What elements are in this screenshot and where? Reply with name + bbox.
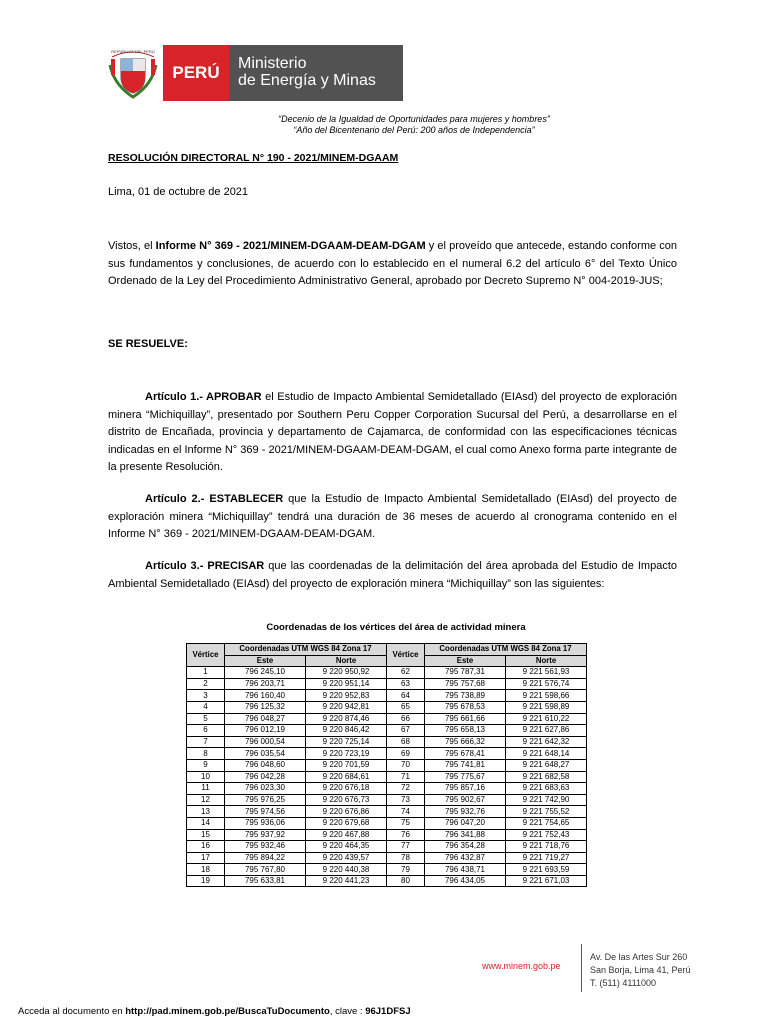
este-cell: 796 354,28 <box>425 841 506 853</box>
vertex-cell: 71 <box>387 771 425 783</box>
este-cell: 796 341,88 <box>425 829 506 841</box>
logo-text: REPÚBLICA DEL PERÚ <box>111 49 155 54</box>
vertex-cell: 79 <box>387 864 425 876</box>
table-row <box>187 667 587 679</box>
vistos-rest: y el proveído que antecede, estando conforme con sus fundamentos y conclusiones, de acuerdo con lo establecido en el numeral 6.2 del artículo 6° del Texto Único Ordenado de la Ley del Procedimiento Administrativo General, aprobado por Decreto Supremo N° 004-2019-JUS; <box>108 240 677 287</box>
este-cell: 796 125,32 <box>225 701 306 713</box>
vertex-cell: 9 <box>187 759 225 771</box>
vertex-cell: 76 <box>387 829 425 841</box>
article-3 <box>108 558 677 593</box>
norte-header: Norte <box>506 655 587 667</box>
este-cell: 795 932,76 <box>425 806 506 818</box>
norte-cell: 9 220 846,42 <box>306 725 387 737</box>
vistos-report: Informe N° 369 - 2021/MINEM-DGAAM-DEAM-DGAM <box>155 240 426 252</box>
utm-group-header: Coordenadas UTM WGS 84 Zona 17 <box>225 644 387 656</box>
brand-country: PERÚ <box>163 45 229 101</box>
este-cell: 795 787,31 <box>425 667 506 679</box>
se-resuelve: SE RESUELVE: <box>108 338 188 350</box>
article-3-label: Artículo 3.- PRECISAR <box>145 560 265 572</box>
vertex-cell: 10 <box>187 771 225 783</box>
vertex-cell: 75 <box>387 817 425 829</box>
article-1 <box>108 389 677 477</box>
table-row <box>187 864 587 876</box>
article-3-text: que las coordenadas de la delimitación del área aprobada del Estudio de Impacto Ambiental Semidetallado (EIAsd) del proyecto de exploración minera “Michiquillay” son las siguientes: <box>108 560 677 590</box>
este-cell: 795 974,56 <box>225 806 306 818</box>
table-row <box>187 736 587 748</box>
article-1-label: Artículo 1.- APROBAR <box>145 391 262 403</box>
access-note <box>18 1006 411 1017</box>
vertex-cell: 69 <box>387 748 425 760</box>
este-cell: 796 245,10 <box>225 667 306 679</box>
norte-cell: 9 220 951,14 <box>306 678 387 690</box>
este-cell: 795 678,53 <box>425 701 506 713</box>
table-row <box>187 829 587 841</box>
vertex-cell: 77 <box>387 841 425 853</box>
vertex-cell: 11 <box>187 783 225 795</box>
este-cell: 795 976,25 <box>225 794 306 806</box>
footer-phone: T. (511) 4111000 <box>590 978 657 988</box>
este-header: Este <box>425 655 506 667</box>
vertex-cell: 19 <box>187 875 225 887</box>
norte-cell: 9 221 755,52 <box>506 806 587 818</box>
norte-cell: 9 220 952,83 <box>306 690 387 702</box>
ministry-line-1: Ministerio <box>238 55 307 72</box>
access-prefix: Acceda al documento en <box>18 1006 126 1017</box>
norte-cell: 9 221 693,59 <box>506 864 587 876</box>
article-2 <box>108 491 677 544</box>
este-cell: 795 932,46 <box>225 841 306 853</box>
table-title: Coordenadas de los vértices del área de actividad minera <box>266 622 526 633</box>
este-cell: 796 048,60 <box>225 759 306 771</box>
footer-divider <box>581 944 582 992</box>
vertex-cell: 16 <box>187 841 225 853</box>
vertex-cell: 66 <box>387 713 425 725</box>
table-row <box>187 678 587 690</box>
table-row <box>187 725 587 737</box>
este-cell: 796 434,05 <box>425 875 506 887</box>
table-row <box>187 806 587 818</box>
footer-website-link[interactable]: www.minem.gob.pe <box>482 961 561 971</box>
norte-cell: 9 221 754,65 <box>506 817 587 829</box>
table-row <box>187 713 587 725</box>
norte-cell: 9 221 752,43 <box>506 829 587 841</box>
este-cell: 796 048,27 <box>225 713 306 725</box>
coordinates-table <box>186 643 587 887</box>
vertex-cell: 64 <box>387 690 425 702</box>
vertex-cell: 80 <box>387 875 425 887</box>
este-cell: 796 000,54 <box>225 736 306 748</box>
norte-cell: 9 221 627,86 <box>506 725 587 737</box>
table-row <box>187 794 587 806</box>
este-header: Este <box>225 655 306 667</box>
norte-header: Norte <box>306 655 387 667</box>
norte-cell: 9 220 676,73 <box>306 794 387 806</box>
vertex-cell: 78 <box>387 852 425 864</box>
article-2-label: Artículo 2.- ESTABLECER <box>145 493 284 505</box>
vertex-cell: 18 <box>187 864 225 876</box>
norte-cell: 9 220 676,18 <box>306 783 387 795</box>
este-cell: 795 902,67 <box>425 794 506 806</box>
table-row <box>187 748 587 760</box>
utm-group-header: Coordenadas UTM WGS 84 Zona 17 <box>425 644 587 656</box>
norte-cell: 9 220 684,61 <box>306 771 387 783</box>
norte-cell: 9 220 679,68 <box>306 817 387 829</box>
este-cell: 795 678,41 <box>425 748 506 760</box>
vertex-cell: 72 <box>387 783 425 795</box>
table-row <box>187 701 587 713</box>
footer-address <box>590 951 691 990</box>
vertex-cell: 15 <box>187 829 225 841</box>
norte-cell: 9 220 464,35 <box>306 841 387 853</box>
vertex-cell: 63 <box>387 678 425 690</box>
norte-cell: 9 221 718,76 <box>506 841 587 853</box>
decade-line-1: “Decenio de la Igualdad de Oportunidades para mujeres y hombres” <box>278 114 550 124</box>
vertex-cell: 5 <box>187 713 225 725</box>
norte-cell: 9 221 648,27 <box>506 759 587 771</box>
vertex-cell: 2 <box>187 678 225 690</box>
vertex-cell: 12 <box>187 794 225 806</box>
este-cell: 796 203,71 <box>225 678 306 690</box>
este-cell: 796 438,71 <box>425 864 506 876</box>
norte-cell: 9 221 642,32 <box>506 736 587 748</box>
este-cell: 796 035,54 <box>225 748 306 760</box>
este-cell: 795 857,16 <box>425 783 506 795</box>
este-cell: 795 936,06 <box>225 817 306 829</box>
este-cell: 795 666,32 <box>425 736 506 748</box>
table-row <box>187 852 587 864</box>
table-row <box>187 875 587 887</box>
norte-cell: 9 220 942,81 <box>306 701 387 713</box>
footer-address-line-2: San Borja, Lima 41, Perú <box>590 965 691 975</box>
este-cell: 796 047,20 <box>425 817 506 829</box>
vertex-cell: 62 <box>387 667 425 679</box>
norte-cell: 9 220 701,59 <box>306 759 387 771</box>
resolution-title: RESOLUCIÓN DIRECTORAL N° 190 - 2021/MINEM-DGAAM <box>108 152 399 164</box>
ministry-header <box>163 45 403 101</box>
norte-cell: 9 221 682,58 <box>506 771 587 783</box>
este-cell: 796 160,40 <box>225 690 306 702</box>
este-cell: 795 661,66 <box>425 713 506 725</box>
vertex-cell: 13 <box>187 806 225 818</box>
access-link[interactable]: http://pad.minem.gob.pe/BuscaTuDocumento <box>125 1006 330 1017</box>
este-cell: 796 432,87 <box>425 852 506 864</box>
vertex-cell: 65 <box>387 701 425 713</box>
access-middle: , clave : <box>329 1006 366 1017</box>
decade-lines <box>0 114 768 136</box>
norte-cell: 9 220 723,19 <box>306 748 387 760</box>
table-row <box>187 690 587 702</box>
este-cell: 795 767,80 <box>225 864 306 876</box>
ministry-line-2: de Energía y Minas <box>238 72 376 89</box>
vertex-cell: 3 <box>187 690 225 702</box>
vertex-cell: 17 <box>187 852 225 864</box>
access-key: 96J1DFSJ <box>365 1006 411 1017</box>
este-cell: 795 658,13 <box>425 725 506 737</box>
norte-cell: 9 221 576,74 <box>506 678 587 690</box>
vertex-cell: 4 <box>187 701 225 713</box>
este-cell: 795 937,92 <box>225 829 306 841</box>
table-row <box>187 783 587 795</box>
table-row <box>187 817 587 829</box>
norte-cell: 9 221 671,03 <box>506 875 587 887</box>
norte-cell: 9 220 676,86 <box>306 806 387 818</box>
table-row <box>187 759 587 771</box>
norte-cell: 9 220 950,92 <box>306 667 387 679</box>
vertex-cell: 14 <box>187 817 225 829</box>
este-cell: 796 023,30 <box>225 783 306 795</box>
norte-cell: 9 220 725,14 <box>306 736 387 748</box>
norte-cell: 9 221 719,27 <box>506 852 587 864</box>
norte-cell: 9 220 441,23 <box>306 875 387 887</box>
este-cell: 795 633,81 <box>225 875 306 887</box>
este-cell: 795 738,89 <box>425 690 506 702</box>
vistos-lead: Vistos, el <box>108 240 156 252</box>
footer-address-line-1: Av. De las Artes Sur 260 <box>590 952 688 962</box>
vertex-cell: 1 <box>187 667 225 679</box>
vertex-header: Vértice <box>187 644 225 667</box>
vertex-cell: 70 <box>387 759 425 771</box>
vertex-cell: 73 <box>387 794 425 806</box>
vertex-cell: 6 <box>187 725 225 737</box>
vertex-cell: 67 <box>387 725 425 737</box>
norte-cell: 9 221 610,22 <box>506 713 587 725</box>
este-cell: 795 894,22 <box>225 852 306 864</box>
table-row <box>187 771 587 783</box>
este-cell: 796 012,19 <box>225 725 306 737</box>
este-cell: 796 042,28 <box>225 771 306 783</box>
table-row <box>187 841 587 853</box>
vertex-cell: 68 <box>387 736 425 748</box>
norte-cell: 9 220 874,46 <box>306 713 387 725</box>
este-cell: 795 757,68 <box>425 678 506 690</box>
norte-cell: 9 220 439,57 <box>306 852 387 864</box>
vertex-header: Vértice <box>387 644 425 667</box>
norte-cell: 9 221 683,63 <box>506 783 587 795</box>
vertex-cell: 8 <box>187 748 225 760</box>
este-cell: 795 775,67 <box>425 771 506 783</box>
norte-cell: 9 220 467,88 <box>306 829 387 841</box>
vertex-cell: 7 <box>187 736 225 748</box>
norte-cell: 9 221 561,93 <box>506 667 587 679</box>
article-1-text: el Estudio de Impacto Ambiental Semidetallado (EIAsd) del proyecto de exploración minera “Michiquillay”, presentado por Southern Peru Copper Corporation Sucursal del Perú, a desarrollarse en el distrito de Encañada, provincia y departamento de Cajamarca, de conformidad con las especificaciones técnicas indicadas en el Informe N° 369 - 2021/MINEM-DGAAM-DEAM-DGAM, el cual como Anexo forma parte integrante de la presente Resolución. <box>108 391 677 473</box>
decade-line-2: “Año del Bicentenario del Perú: 200 años de Independencia” <box>293 125 535 135</box>
vistos-paragraph <box>108 238 677 291</box>
norte-cell: 9 220 440,38 <box>306 864 387 876</box>
este-cell: 795 741,81 <box>425 759 506 771</box>
norte-cell: 9 221 742,90 <box>506 794 587 806</box>
vertex-cell: 74 <box>387 806 425 818</box>
norte-cell: 9 221 598,66 <box>506 690 587 702</box>
coat-of-arms-logo <box>106 45 160 101</box>
norte-cell: 9 221 648,14 <box>506 748 587 760</box>
ministry-name <box>229 45 403 101</box>
document-date: Lima, 01 de octubre de 2021 <box>108 186 249 198</box>
article-2-text: que la Estudio de Impacto Ambiental Semidetallado (EIAsd) del proyecto de exploración minera “Michiquillay” tendrá una duración de 36 meses de acuerdo al cronograma contenido en el Informe N° 369 - 2021/MINEM-DGAAM-DEAM-DGAM. <box>108 493 677 540</box>
norte-cell: 9 221 598,89 <box>506 701 587 713</box>
